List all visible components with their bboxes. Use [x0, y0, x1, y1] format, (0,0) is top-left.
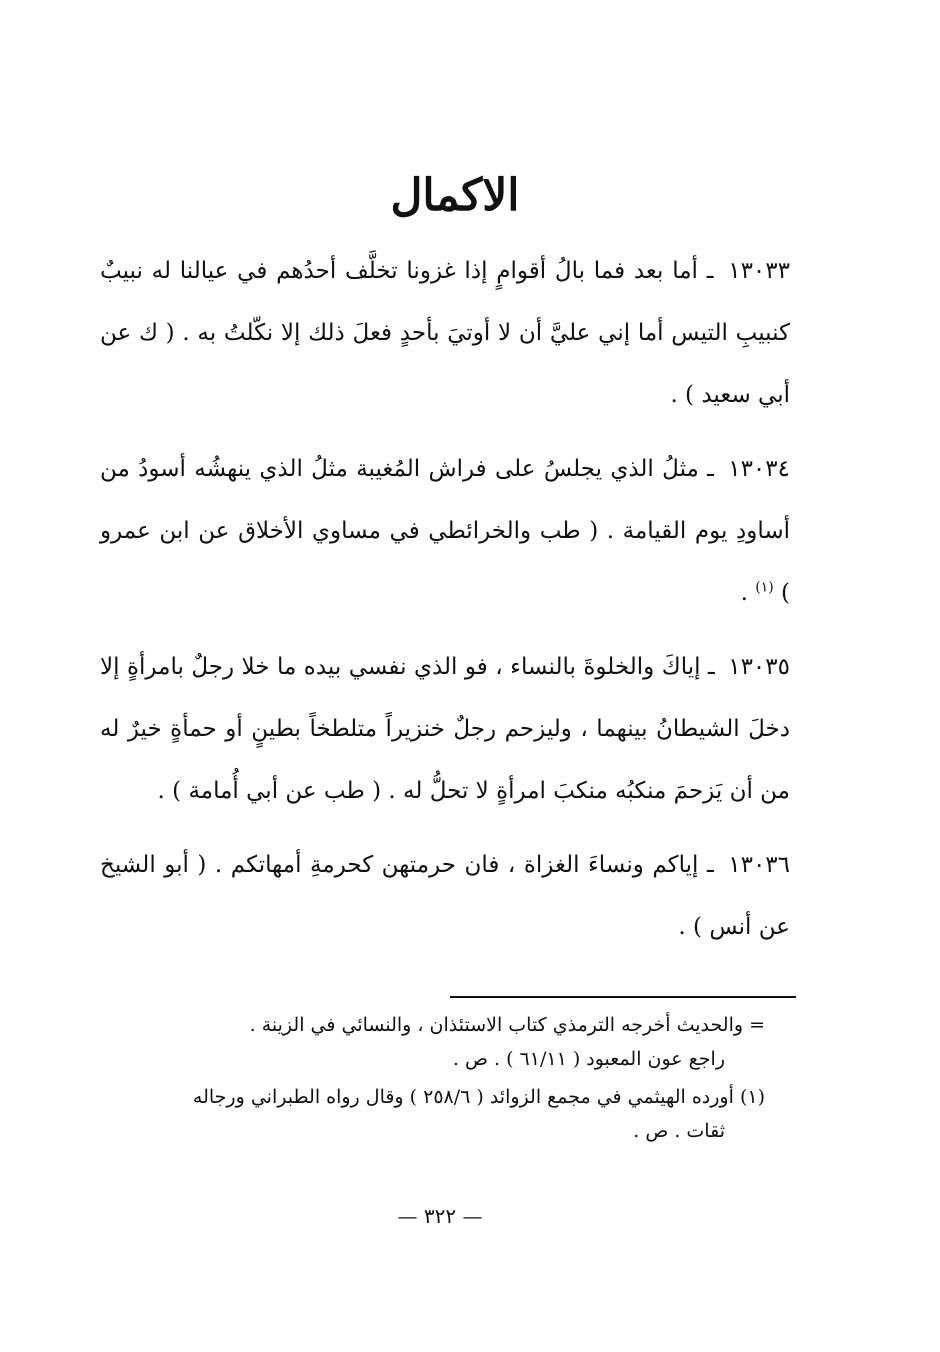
hadith-list: [100, 240, 790, 970]
footnote-continuation: [95, 1008, 765, 1076]
hadith-entry: [100, 240, 790, 426]
hadith-text-tail: .: [740, 580, 756, 606]
hadith-text: ـ إياكَ والخلوةَ بالنساء ، فو الذي نفسي بيده ما خلا رجلٌ بامرأةٍ إلا دخلَ الشيطانُ بينهما ، وليزحم رجلٌ خنزيراً متلطخاً بطينٍ أو حمأةٍ خيرٌ له من أن يَزحمَ منكبُه منكبَ امرأةٍ لا تحلُّ له . ( طب عن أبي أُمامة ) .: [100, 654, 790, 804]
footnote-text-line: ثقات . ص .: [633, 1120, 725, 1142]
footnote-reference[interactable]: (١): [755, 579, 774, 596]
hadith-text: ـ مثلُ الذي يجلسُ على فراش المُغيبة مثلُ الذي ينهشُه أسودُ من أساودِ يوم القيامة . ( طب والخرائطي في مساوي الأخلاق عن ابن عمرو ): [100, 456, 790, 606]
hadith-number: ١٣٠٣٥: [728, 654, 790, 680]
hadith-entry: [100, 636, 790, 822]
footnote-text: أورده الهيثمي في مجمع الزوائد ( ٢٥٨/٦ ) وقال رواه الطبراني ورجاله: [192, 1086, 734, 1108]
hadith-number: ١٣٠٣٣: [728, 258, 790, 284]
hadith-number: ١٣٠٣٦: [728, 852, 791, 878]
footnote-divider: [450, 996, 796, 998]
footnote-marker: (١): [739, 1086, 765, 1108]
footnote-1: [95, 1080, 765, 1148]
footnote-text-line: راجع عون المعبود ( ٦١/١١ ) . ص .: [452, 1048, 725, 1070]
hadith-entry: [100, 438, 790, 624]
footnotes: [95, 1008, 765, 1152]
page-number: — ٣٢٢ —: [397, 1204, 483, 1228]
section-heading: الاكمال: [390, 170, 520, 221]
footnote-text: والحديث أخرجه الترمذي كتاب الاستئذان ، والنسائي في الزينة .: [249, 1014, 744, 1036]
hadith-number: ١٣٠٣٤: [728, 456, 790, 482]
hadith-entry: [100, 834, 790, 958]
hadith-text: ـ إياكم ونساءَ الغزاة ، فان حرمتهن كحرمةِ أمهاتكم . ( أبو الشيخ عن أنس ) .: [100, 852, 790, 940]
footnote-marker: =: [749, 1014, 765, 1036]
hadith-text: ـ أما بعد فما بالُ أقوامٍ إذا غزونا تخلَّف أحدُهم في عيالنا له نبيبٌ كنبيبِ التيس أما إني عليَّ أن لا أوتيَ بأحدٍ فعلَ ذلك إلا نكّلتُ به . ( ك عن أبي سعيد ) .: [100, 258, 790, 408]
